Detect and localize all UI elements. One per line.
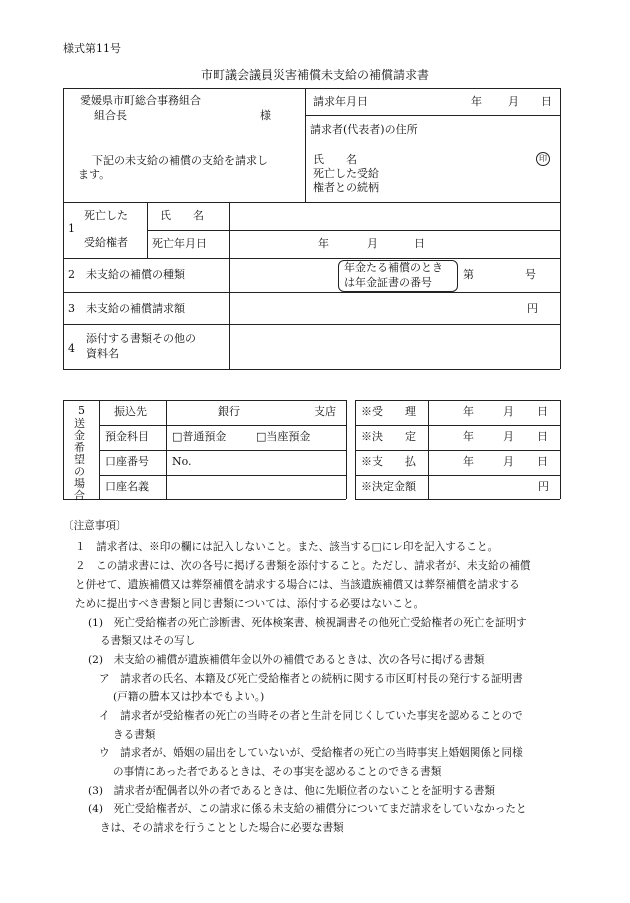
decided-amount-label: ※決定金額 (361, 480, 416, 493)
account-number-label: 口座番号 (105, 455, 149, 468)
form-title: 市町議会議員災害補償未支給の補償請求書 (200, 68, 429, 82)
deceased-recipient-label: 死亡した受給 (313, 167, 379, 180)
decided-month: 月 (503, 430, 514, 443)
note-2-item2-u-line1: ウ 請求者が、婚姻の届出をしていないが、受給権者の死亡の当時事実上婚姻関係と同様 (99, 747, 523, 759)
decided-day: 日 (537, 430, 548, 443)
request-text-line1: 下記の未支給の補償の支給を請求し (92, 154, 268, 167)
row1-label-b: 受給権者 (84, 236, 128, 249)
relation-label: 権者との続柄 (313, 181, 379, 194)
attachments-label-a: 添付する書類その他の (86, 332, 196, 345)
death-date-label: 死亡年月日 (152, 237, 207, 250)
bank-label[interactable]: 銀行 (218, 405, 240, 418)
note-2-item4-line2: きは、その請求を行うこととした場合に必要な書類 (100, 822, 344, 834)
pension-note-a: 年金たる補償のとき (344, 261, 443, 274)
branch-label[interactable]: 支店 (314, 405, 336, 418)
compensation-type-label: 2 未支給の補償の種類 (68, 268, 185, 281)
request-date-label: 請求年月日 (313, 95, 368, 108)
received-label: ※受 理 (361, 405, 416, 418)
received-day: 日 (537, 405, 548, 418)
pension-note-b: は年金証書の番号 (344, 276, 432, 289)
addressee-org: 愛媛県市町総合事務組合 (80, 94, 201, 107)
decided-amount-yen: 円 (538, 480, 549, 493)
note-2-item3: (3) 請求者が配偶者以外の者であるときは、他に先順位者のないことを証明する書類 (88, 785, 495, 797)
seal-mark: 印 (536, 152, 550, 166)
claimant-address-label: 請求者(代表者)の住所 (310, 123, 418, 136)
row4-number: 4 (68, 342, 75, 355)
addressee-head: 組合長 (94, 109, 127, 122)
row1-label-a: 死亡した (84, 209, 128, 222)
current-deposit-checkbox[interactable]: □当座預金 (256, 430, 311, 443)
note-1: １ 請求者は、※印の欄には記入しないこと。また、該当する□にレ印を記入すること。 (75, 541, 499, 553)
decided-label: ※決 定 (361, 430, 416, 443)
claim-amount-yen: 円 (527, 302, 538, 315)
death-date-year[interactable]: 年 (318, 237, 329, 250)
note-2-line3: ために提出すべき書類と同じ書類については、添付する必要はないこと。 (75, 598, 425, 610)
note-2-item2-i-line2: きる書類 (113, 729, 156, 741)
note-2-item2-u-line2: の事情にあった者であるときは、その事実を認めることのできる書類 (113, 766, 442, 778)
paid-day: 日 (537, 455, 548, 468)
request-date-day[interactable]: 日 (541, 95, 552, 108)
note-2-item4-line1: (4) 死亡受給権者が、この請求に係る未支給の補償分についてまだ請求をしていなかったと (88, 803, 527, 815)
note-2-item2-a-line1: ア 請求者の氏名、本籍及び死亡受給権者との続柄に関する市区町村長の発行する証明書 (99, 673, 523, 685)
form-number: 様式第11号 (63, 42, 121, 55)
attachments-label-b: 資料名 (86, 347, 119, 360)
certificate-dai: 第 (463, 268, 474, 281)
account-name-label: 口座名義 (105, 480, 149, 493)
deceased-name-label: 氏 名 (160, 209, 204, 222)
note-2-item2: (2) 未支給の補償が遺族補償年金以外の補償であるときは、次の各号に掲げる書類 (88, 654, 485, 666)
received-year: 年 (463, 405, 474, 418)
deposit-type-label: 預金科目 (105, 430, 149, 443)
note-2-item1-line2: る書類又はその写し (100, 635, 196, 647)
note-2-item1-line1: (1) 死亡受給権者の死亡診断書、死体検案書、検視調書その他死亡受給権者の死亡を証明す (88, 617, 527, 629)
request-date-year[interactable]: 年 (471, 95, 482, 108)
paid-label: ※支 払 (361, 455, 416, 468)
ordinary-deposit-checkbox[interactable]: □普通預金 (172, 430, 227, 443)
honorific: 様 (260, 109, 271, 122)
notes-heading: 〔注意事項〕 (63, 520, 127, 532)
remit-section-label: 送金希望の場合 (74, 417, 85, 502)
received-month: 月 (503, 405, 514, 418)
paid-month: 月 (503, 455, 514, 468)
request-text-line2: ます。 (78, 168, 111, 181)
note-2-line2: と併せて、遺族補償又は葬祭補償を請求する場合には、当該遺族補償又は葬祭補償を請求する (75, 579, 520, 591)
death-date-day[interactable]: 日 (414, 237, 425, 250)
certificate-go: 号 (525, 268, 536, 281)
paid-year: 年 (463, 455, 474, 468)
note-2-item2-i-line1: イ 請求者が受給権者の死亡の当時その者と生計を同じくしていた事実を認めることので (99, 710, 523, 722)
remit-section-number: 5 (78, 404, 85, 417)
row1-number: 1 (68, 222, 75, 235)
claimant-name-label: 氏 名 (313, 153, 357, 166)
note-2-item2-a-line2: (戸籍の謄本又は抄本でもよい。) (113, 691, 265, 703)
decided-year: 年 (463, 430, 474, 443)
claim-amount-label: 3 未支給の補償請求額 (68, 302, 185, 315)
request-date-month[interactable]: 月 (508, 95, 519, 108)
death-date-month[interactable]: 月 (367, 237, 378, 250)
transfer-to-label: 振込先 (114, 405, 147, 418)
account-number-prefix[interactable]: No. (172, 455, 192, 468)
note-2-line1: ２ この請求書には、次の各号に掲げる書類を添付すること。ただし、請求者が、未支給の補償 (75, 560, 531, 572)
